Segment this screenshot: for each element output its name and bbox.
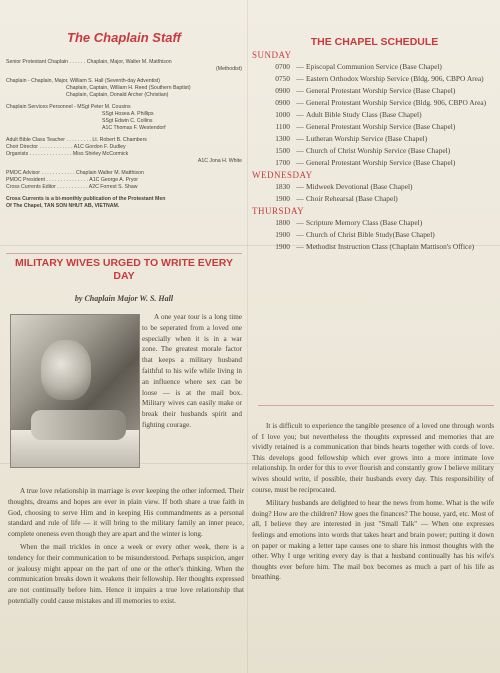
staff-line: Cross Currents is a bi-monthly publication of the Protestant Men — [6, 196, 166, 202]
schedule-row — [252, 242, 497, 252]
schedule-event: General Protestant Worship Service (Base Chapel) — [306, 86, 456, 95]
staff-line: Chaplain, Captain, William H. Reed (Southern Baptist) — [66, 85, 191, 91]
dash: — — [296, 194, 304, 203]
schedule-event: Episcopal Communion Service (Base Chapel) — [306, 62, 442, 71]
article-byline: by Chaplain Major W. S. Hall — [74, 294, 174, 303]
staff-block — [6, 196, 242, 210]
dash: — — [296, 74, 304, 83]
chapel-schedule-section — [252, 36, 497, 254]
schedule-event: Choir Rehearsal (Base Chapel) — [306, 194, 398, 203]
schedule-row — [252, 62, 497, 72]
schedule-time: 0900 — [275, 86, 290, 95]
schedule-time: 0900 — [275, 98, 290, 107]
staff-block — [6, 170, 242, 191]
staff-line: Choir Director . . . . . . . . . . . . A1C Gordon F. Dudley — [6, 144, 126, 150]
schedule-time: 1000 — [275, 110, 290, 119]
article-paragraph: When the mail trickles in once a week or every other week, there is a tendency for their communication to be misunderstood. Perhaps suspicion, anger or jealousy might appear on the part of one or the other's thinking. When the communication breaks down it weakens their fellowship. Her thoughts expressed are not continually before him. Hence it impairs a true love relationship that potentially could cause mistakes and ill memories to exist. — [8, 542, 244, 605]
dash: — — [296, 146, 304, 155]
dash: — — [296, 242, 304, 251]
dash: — — [296, 134, 304, 143]
staff-title: The Chaplain Staff — [67, 30, 181, 45]
staff-line: A1C Jona H. White — [197, 158, 242, 164]
section-divider — [258, 405, 494, 406]
article-body — [8, 486, 244, 609]
staff-line: Senior Protestant Chaplain . . . . . . Chaplain, Major, Walter M. Matthison — [6, 59, 172, 65]
schedule-event: Church of Christ Bible Study(Base Chapel) — [306, 230, 435, 239]
schedule-row — [252, 134, 497, 144]
staff-block — [6, 104, 242, 132]
schedule-row — [252, 74, 497, 84]
chaplain-staff-section — [6, 30, 242, 215]
schedule-row — [252, 98, 497, 108]
schedule-row — [252, 122, 497, 132]
article-paragraph: A one year tour is a long time to be seperated from a loved one especially when it is in a war zone. The greatest morale factor that keeps a military husband faithful to his wife while living in an influence where sex can be loose — is at the mail box. Military wives can easily make or break their husbands spirit and fighting courage. — [142, 313, 242, 429]
schedule-time: 0700 — [275, 62, 290, 71]
dash: — — [296, 86, 304, 95]
staff-line: Cross Currents Editor . . . . . . . . . . . A2C Forrest S. Shaw — [6, 184, 138, 190]
schedule-row — [252, 86, 497, 96]
schedule-event: Methodist Instruction Class (Chaplain Mattison's Office) — [306, 242, 475, 251]
schedule-event: General Protestant Worship Service (Base Chapel) — [306, 122, 456, 131]
article-intro-text — [142, 312, 242, 433]
schedule-event: Church of Christ Worship Service (Base Chapel) — [306, 146, 451, 155]
schedule-event: Midweek Devotional (Base Chapel) — [306, 182, 413, 191]
schedule-time: 1300 — [275, 134, 290, 143]
staff-block — [6, 59, 242, 73]
staff-line: SSgt Hosea A. Phillips — [102, 111, 154, 117]
staff-line: Chaplain, Captain, Donald Archer (Christian) — [66, 92, 169, 98]
schedule-event: Scripture Memory Class (Base Chapel) — [306, 218, 423, 227]
schedule-time: 1900 — [275, 242, 290, 251]
article-paragraph: A true love relationship in marriage is ever keeping the other informed. Their thoughts, dreams and hopes are ever in plain view. If both share a true faith in God, choosing to serve Him and in keeping His commandments as a personal standard and rule of life — it will bring to the military family an inner peace, complete oneness even though they are apart and the winter is long. — [8, 487, 244, 539]
schedule-row — [252, 146, 497, 156]
article-paragraph: It is difficult to experience the tangible presence of a loved one through words of I love you; but nevertheless the thoughts expressed and memories that are vividly retained is a communication that binds hearts together with cords of love. This develops good fellowship which ever grows into a more intimate love relationship. In order for this to ever flourish and constantly grow I believe military wives should write, if possible, their husbands every day. This responsibility of course, must be reciprocated. — [252, 422, 494, 494]
schedule-time: 1900 — [275, 194, 290, 203]
schedule-time: 1700 — [275, 158, 290, 167]
dash: — — [296, 182, 304, 191]
schedule-row — [252, 230, 497, 240]
schedule-event: Adult Bible Study Class (Base Chapel) — [306, 110, 422, 119]
schedule-time: 1500 — [275, 146, 290, 155]
schedule-title: THE CHAPEL SCHEDULE — [310, 36, 439, 48]
dash: — — [296, 158, 304, 167]
dash: — — [296, 110, 304, 119]
article-continued — [252, 421, 494, 586]
schedule-row — [252, 182, 497, 192]
day-heading-thursday: THURSDAY — [252, 206, 305, 216]
dash: — — [296, 62, 304, 71]
staff-line: Chaplain Services Personnel - MSgt Peter M. Cousins — [6, 104, 131, 110]
staff-block — [6, 137, 242, 165]
staff-line: Of The Chapel, TAN SON NHUT AB, VIETNAM. — [6, 203, 120, 209]
dash: — — [296, 230, 304, 239]
schedule-event: General Protestant Worship Service (Base Chapel) — [306, 158, 456, 167]
staff-line: PMOC President . . . . . . . . . . . . . . . A1C George A. Pryor — [6, 177, 139, 183]
schedule-time: 1830 — [275, 182, 290, 191]
schedule-row — [252, 218, 497, 228]
dash: — — [296, 218, 304, 227]
staff-line: A1C Thomas F. Westendorf — [102, 125, 166, 131]
schedule-time: 0750 — [275, 74, 290, 83]
schedule-time: 1100 — [275, 122, 290, 131]
schedule-event: Eastern Orthodox Worship Service (Bldg. 906, CBPO Area) — [306, 74, 484, 83]
staff-block — [6, 78, 242, 99]
schedule-time: 1900 — [275, 230, 290, 239]
staff-line: Adult Bible Class Teacher . . . . . . . . . Lt. Robert B. Chambers — [6, 137, 147, 143]
schedule-event: Lutheran Worship Service (Base Chapel) — [306, 134, 428, 143]
schedule-row — [252, 194, 497, 204]
staff-line: PMOC Advisor . . . . . . . . . . . . Chaplain Walter M. Matthison — [6, 170, 144, 176]
schedule-event: General Protestant Worship Service (Bldg. 906, CBPO Area) — [306, 98, 487, 107]
schedule-row — [252, 110, 497, 120]
staff-line: SSgt Edwin C. Collins — [102, 118, 153, 124]
staff-line: (Methodist) — [216, 66, 242, 72]
staff-line: Chaplain - Chaplain, Major, William S. Hall (Seventh-day Adventist) — [6, 78, 160, 84]
dash: — — [296, 122, 304, 131]
day-heading-sunday: SUNDAY — [252, 50, 292, 60]
day-heading-wednesday: WEDNESDAY — [252, 170, 313, 180]
schedule-time: 1800 — [275, 218, 290, 227]
article-paragraph: Military husbands are delighted to hear the news from home. What is the wife doing? How are the children? How goes the finances? The house, yard, etc. Most of all, I believe they are interested in just "Small Talk" — When one expresses feelings and emotions into words that takes heart and brain power; putting it down on paper or making a letter tape causes one to share his inmost thoughts with the other. Why I urge writing every day is that a husband continually has his wife's thoughts ever before him. The mail box becomes as much a part of his life as breathing. — [252, 499, 494, 582]
schedule-row — [252, 158, 497, 168]
dash: — — [296, 98, 304, 107]
article-title: MILITARY WIVES URGED TO WRITE EVERY DAY — [6, 253, 242, 283]
staff-line: Organists . . . . . . . . . . . . . . . Miss Shirley McCormick — [6, 151, 129, 157]
chaplain-photo — [10, 314, 140, 468]
